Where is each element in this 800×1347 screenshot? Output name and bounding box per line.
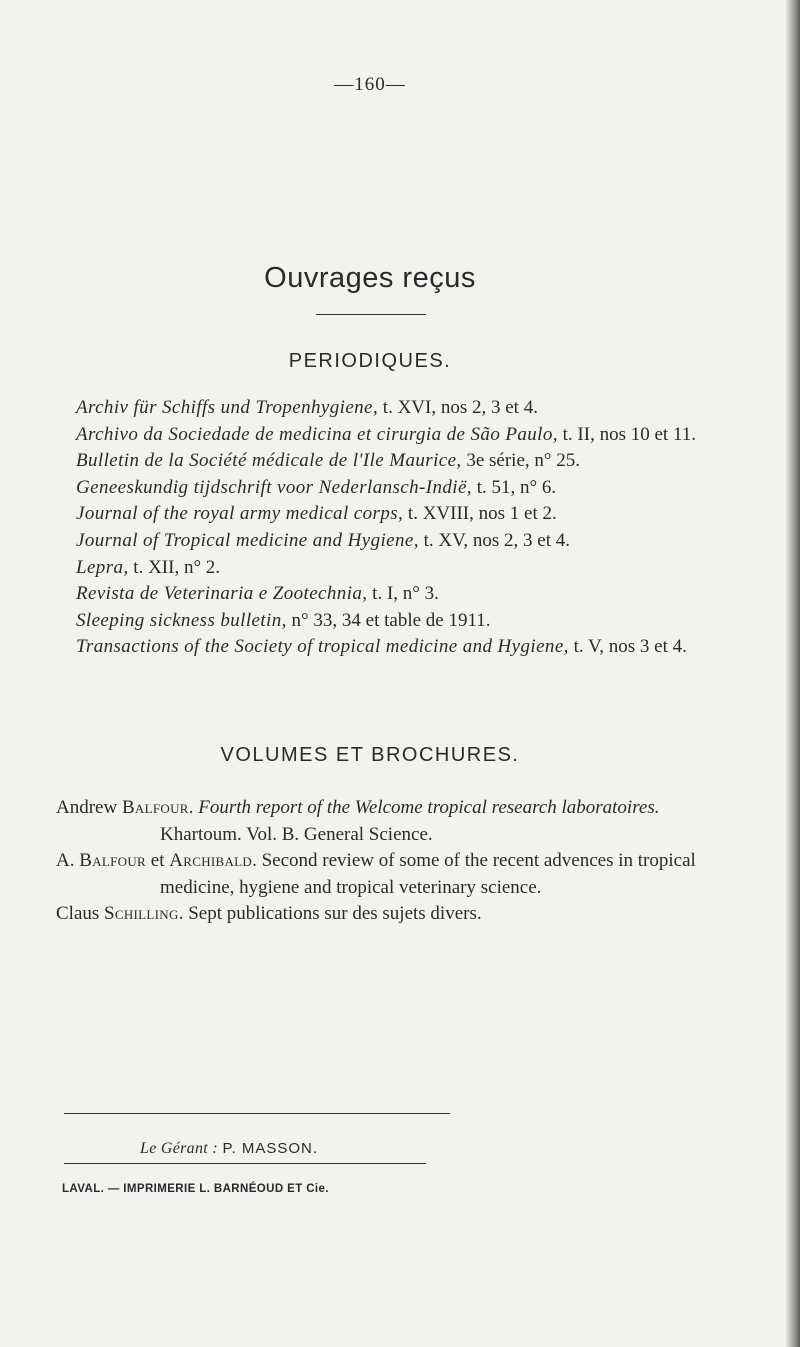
list-item: Claus Schilling. Sept publications sur des sujets divers. [56,903,482,924]
list-item: Andrew Balfour. Fourth report of the Welcome tropical research laboratoires. Khartoum. Vol. B. General Science. [56,797,660,845]
gerant-name: P. MASSON. [222,1140,319,1157]
list-item: Sleeping sickness bulletin, n° 33, 34 et table de 1911. [76,609,491,631]
list-item: Geneeskundig tijdschrift voor Nederlansch-Indië, t. 51, n° 6. [76,476,557,498]
periodicals-list [54,395,704,661]
section-heading-volumes: VOLUMES ET BROCHURES. [220,744,520,766]
gerant-line [140,1140,318,1158]
list-item: Archiv für Schiffs und Tropenhygiene, t. XVI, nos 2, 3 et 4. [76,397,538,418]
gerant-label: Le Gérant : [140,1140,218,1157]
footer-rule-2 [64,1163,426,1164]
printer-line: LAVAL. — IMPRIMERIE L. BARNÉOUD ET Cie. [62,1183,329,1195]
list-item: Journal of Tropical medicine and Hygiene, t. XV, nos 2, 3 et 4. [76,529,571,551]
page-number: —160— [334,74,406,95]
list-item: A. Balfour et Archibald. Second review of some of the recent advences in tropical medicine, hygiene and tropical veterinary science. [56,850,696,898]
list-item: Bulletin de la Société médicale de l'Ile Maurice, 3e série, n° 25. [76,450,580,472]
volumes-list [56,795,706,928]
footer-rule [64,1113,450,1114]
list-item: Archivo da Sociedade de medicina et cirurgia de São Paulo, t. II, nos 10 et 11. [76,423,696,445]
list-item: Lepra, t. XII, n° 2. [76,556,221,578]
list-item: Transactions of the Society of tropical medicine and Hygiene, t. V, nos 3 et 4. [76,636,687,658]
section-heading-periodiques: PERIODIQUES. [288,350,452,372]
list-item: Journal of the royal army medical corps, t. XVIII, nos 1 et 2. [76,503,557,525]
title-rule [316,314,426,315]
list-item: Revista de Veterinaria e Zootechnia, t. I, n° 3. [76,583,439,605]
page-title: Ouvrages reçus [264,262,476,294]
page-edge-shadow [786,0,800,1347]
